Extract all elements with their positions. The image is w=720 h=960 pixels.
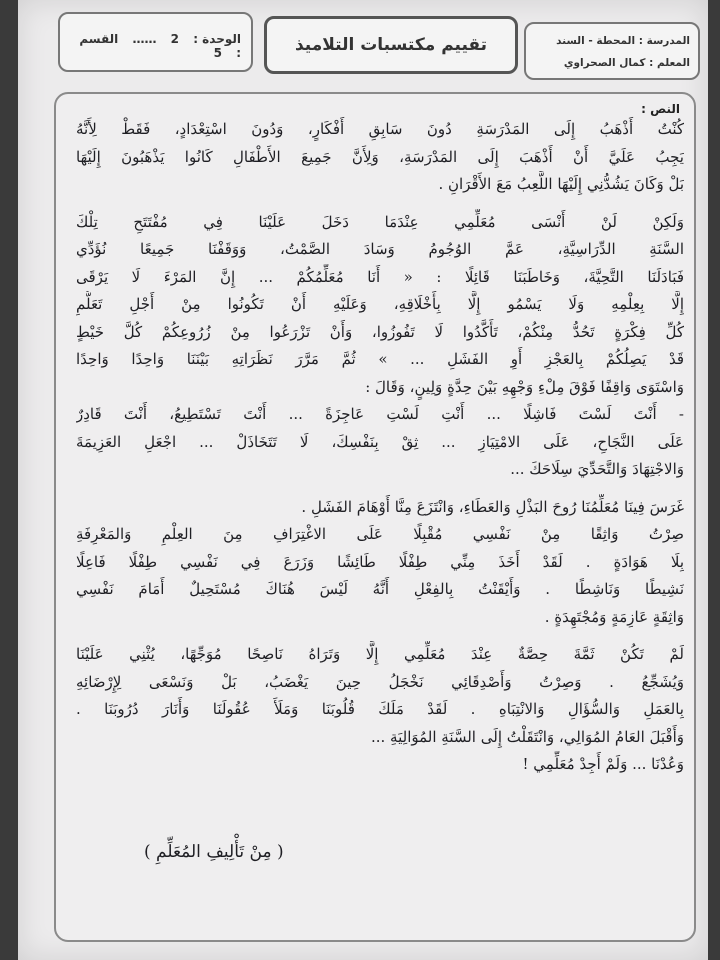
text-line: غَرَسَ فِينَا مُعَلِّمُنَا رُوحَ البَذْلِ وَالعَطَاءِ، وَانْتَزَعَ مِنَّا أَوْهَامَ الفَشَلِ . [301,497,684,516]
text-line: يَجِبُ عَلَيَّ أَنْ أَذْهَبَ إِلَى المَدْرَسَةِ، وَلِأَنَّ جَمِيعَ الأَطْفَالِ كَانُوا يَذْهَبُونَ إِلَيْهَا [76,147,684,166]
text-line: وَعُدْنَا ... وَلَمْ أَجِدْ مُعَلِّمِي ! [522,755,684,773]
unit-section-box [58,12,253,72]
school-info-box [524,22,700,80]
page-title: تقييم مكتسبات التلاميذ [264,16,518,74]
text-line: صِرْتُ وَاثِقًا مِنْ نَفْسِي مُقْبِلًا عَلَى الاغْتِرَافِ مِنَ العِلْمِ وَالمَعْرِفَةِ [76,525,684,543]
text-line: بِالعَمَلِ وَالسُّؤَالِ وَالانْتِبَاهِ . لَقَدْ مَلَكَ قُلُوبَنَا وَمَلَأَ عُقُولَنَا وَأَنَارَ دُرُوبَنَا . [76,700,684,718]
section-label: القسم : [79,32,241,60]
text-line: قَدْ يَصِلُكُمْ بِالعَجْزِ أَوِ الفَشَلِ ... » ثُمَّ مَرَّرَ نَظَرَاتِهِ بَيْنَنَا وَاحِدًا وَاحِدًا [76,350,684,368]
text-line: بَلْ وَكَانَ يَشُدُّنِي إِلَيْهَا اللَّعِبُ مَعَ الأَقْرَانِ . [438,175,684,193]
text-line: السَّنَةِ الدِّرَاسِيَّةِ، عَمَّ الوُجُومُ وَسَادَ الصَّمْتُ، وَوَقَفْنَا جَمِيعًا نُؤَدِّي [76,240,684,258]
section-value: 5 [213,46,222,60]
text-line: وَاسْتَوَى وَاقِفًا فَوْقَ مِلْءِ وَجْهِهِ بَيْنَ حِدَّةٍ وَلِينٍ، وَقَالَ : [365,377,684,396]
school-line: المدرسة : المحطة - السند [556,35,690,47]
text-label: النص : [641,102,680,116]
unit-label: الوحدة : [193,32,241,46]
text-line: لَمْ تَكُنْ ثَمَّةَ حِصَّةٌ عِنْدَ مُعَلِّمِي إِلَّا وَتَرَاهُ نَاصِحًا مُوَجِّهًا، يُثْنِي عَلَيْنَا [76,645,684,663]
unit-value: 2 [170,32,180,46]
text-line: وَلَكِنْ لَنْ أَنْسَى مُعَلِّمِي عِنْدَمَا دَخَلَ عَلَيْنَا فِي مُفْتَتَحِ تِلْكَ [76,212,684,231]
text-line: إِلَّا بِعِلْمِهِ وَلَا يَسْمُو إِلَّا بِأَخْلَاقِهِ، وَعَلَيْهِ أَنْ تَكُونُوا مِنْ أَجْلِ تَعَلُّمِ [76,295,684,313]
text-line: وَيُشَجِّعُ . وَصِرْتُ وَأَصْدِقَائِي نَخْجَلُ حِينَ يَغْضَبُ، بَلْ وَنَسْعَى لِإِرْضَائِهِ [76,672,684,691]
teacher-line: المعلم : كمال الصحراوي [563,57,690,69]
text-line: نَشِيطًا وَنَاشِطًا . وَأَيْقَنْتُ بِالفِعْلِ أَنَّهُ لَيْسَ هُنَاكَ مُسْتَحِيلٌ أَمَامَ نَفْسِي [76,580,684,598]
text-line: فَبَادَلَنَا التَّحِيَّةَ، وَخَاطَبَنَا قَائِلًا : « أَنَا مُعَلِّمُكُمْ ... إِنَّ المَرْءَ لَا يَرْقَى [76,267,684,286]
text-line: - أَنْتَ لَسْتَ فَاشِلًا ... أَنْتِ لَسْتِ عَاجِزَةً ... أَنْتَ تَسْتَطِيعُ، أَنْتَ قَادِرٌ [76,405,684,423]
reading-text [76,116,684,779]
text-line: بِلَا هَوَادَةٍ . لَقَدْ أَخَذَ مِنِّي طِفْلًا طَائِشًا وَزَرَعَ فِي نَفْسِي طِفْلًا فَاعِلًا [76,552,684,571]
text-source: ( مِنْ تَأْلِيفِ المُعَلِّمِ ) [144,842,284,862]
text-line: كُنْتُ أَذْهَبُ إِلَى المَدْرَسَةِ دُونَ سَابِقِ أَفْكَارٍ، وَدُونَ اسْتِعْدَادٍ، فَقَطْ لِأَنَّهُ [76,120,684,138]
worksheet-page [18,0,708,960]
text-line: وَأَقْبَلَ العَامُ المُوَالِي، وَانْتَقَلْتُ إِلَى السَّنَةِ المُوَالِيَةِ ... [370,727,684,746]
text-line: كُلِّ فِكْرَةٍ تَحُدُّ مِنْكُمْ، تَأَكَّدُوا لَا تَفُوزُوا، وَأَنْ تَزْرَعُوا مِنْ زُرُوعِكُمْ كُلَّ خَيْطٍ [76,322,684,341]
text-line: وَالاجْتِهَادَ وَالتَّحَدِّيَ سِلَاحَكَ ... [510,460,684,478]
text-line: عَلَى النَّجَاحِ، عَلَى الامْتِيَازِ ... ثِقْ بِنَفْسِكَ، لَا تَتَخَاذَلْ ... اجْعَلِ العَزِيمَةَ [76,432,684,451]
week-label: …… [132,32,157,46]
text-frame [54,92,696,942]
text-line: وَاثِقَةٍ عَازِمَةٍ وَمُجْتَهِدَةٍ . [544,607,684,626]
